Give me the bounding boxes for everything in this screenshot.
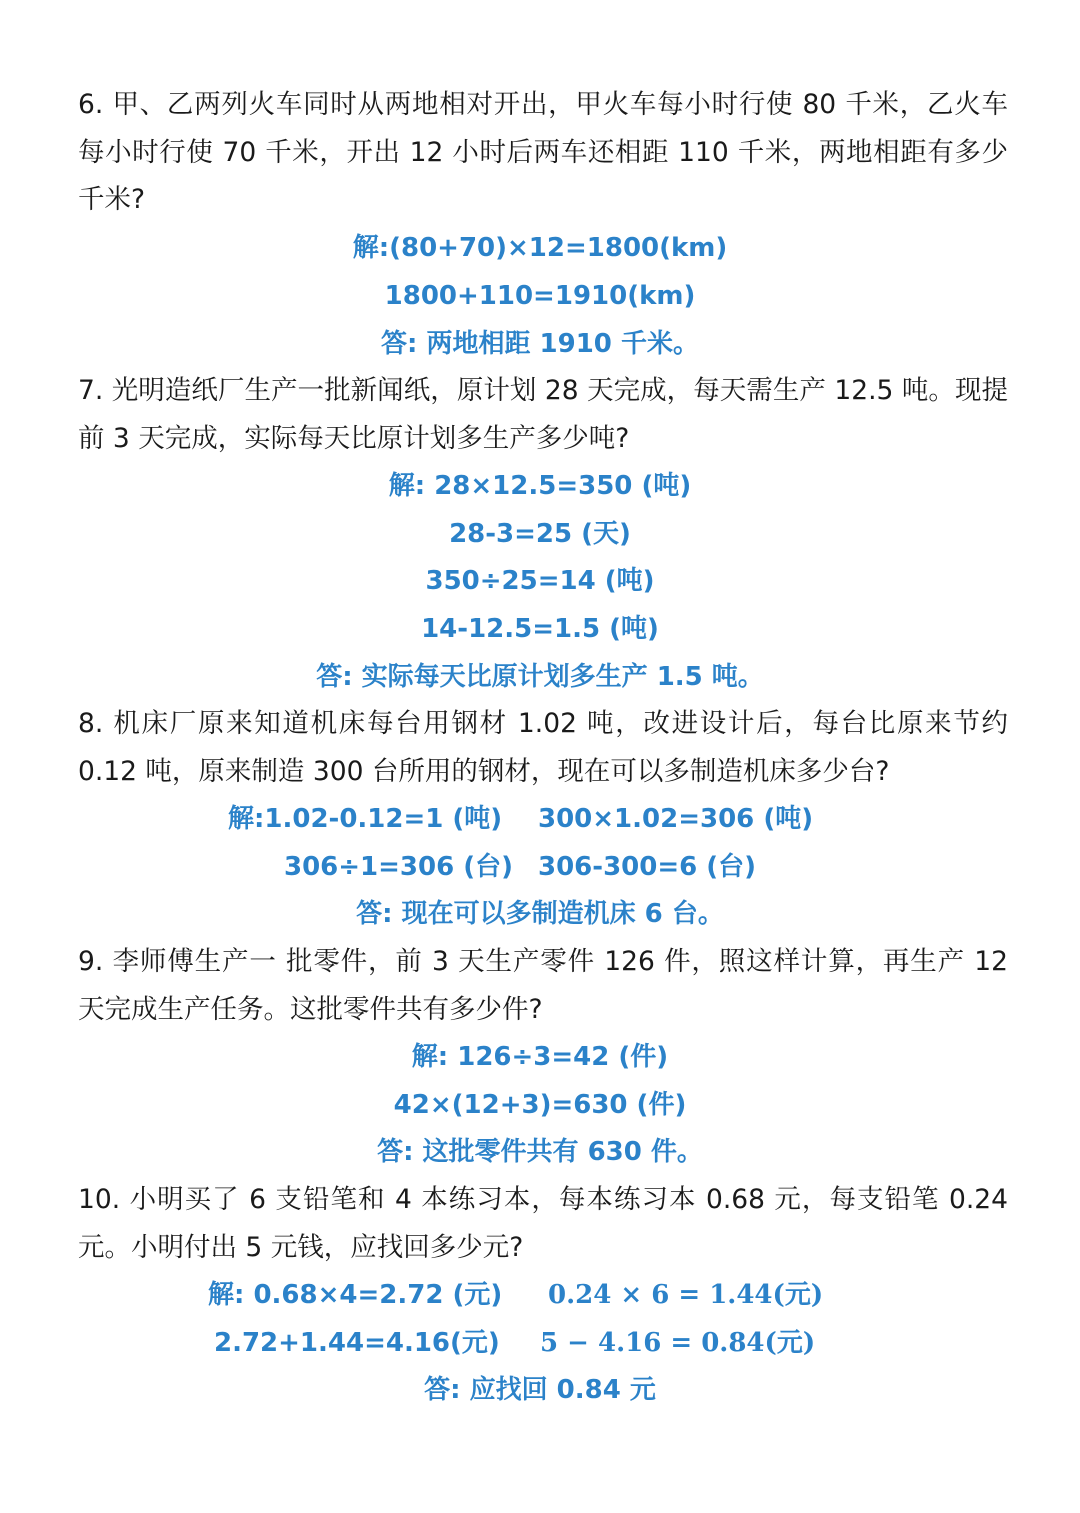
problem-10-question: 10. 小明买了 6 支铅笔和 4 本练习本，每本练习本 0.68 元，每支铅笔 0.24 元。小明付出 5 元钱，应找回多少元? <box>78 1184 1008 1263</box>
problem-8-answer: 答: 现在可以多制造机床 6 台。 <box>356 899 724 929</box>
problem-9-step-1: 解: 126÷3=42 (件) <box>411 1042 669 1072</box>
problem-9-answer: 答: 这批零件共有 630 件。 <box>377 1137 703 1167</box>
problem-10-step-3: 2.72+1.44=4.16(元) <box>214 1328 500 1358</box>
problem-10-solution-row-1 <box>0 1271 1080 1319</box>
problem-7-step-3: 350÷25=14 (吨) <box>425 566 655 596</box>
problem-7-answer: 答: 实际每天比原计划多生产 1.5 吨。 <box>316 662 764 692</box>
problem-6-question: 6. 甲、乙两列火车同时从两地相对开出，甲火车每小时行使 80 千米，乙火车每小时行使 70 千米，开出 12 小时后两车还相距 110 千米，两地相距有多少千米? <box>78 89 1008 215</box>
problem-10-answer: 答: 应找回 0.84 元 <box>424 1375 656 1405</box>
problem-8-question: 8. 机床厂原来知道机床每台用钢材 1.02 吨，改进设计后，每台比原来节约 0.12 吨，原来制造 300 台所用的钢材，现在可以多制造机床多少台? <box>78 708 1008 787</box>
problem-7-question: 7. 光明造纸厂生产一批新闻纸，原计划 28 天完成，每天需生产 12.5 吨。现提前 3 天完成，实际每天比原计划多生产多少吨? <box>78 375 1008 454</box>
problem-8-step-4: 306-300=6 (台) <box>538 852 757 882</box>
problem-8-step-3: 306÷1=306 (台) <box>284 852 514 882</box>
problem-7-step-2: 28-3=25 (天) <box>449 519 631 549</box>
problem-7-step-4: 14-12.5=1.5 (吨) <box>421 614 659 644</box>
problem-8-solution-row-1 <box>0 795 1080 843</box>
problem-10-solution-row-2 <box>0 1319 1080 1367</box>
problem-6-step-1: 解:(80+70)×12=1800(km) <box>352 233 728 263</box>
problem-8-step-2: 300×1.02=306 (吨) <box>538 804 814 834</box>
problem-8-step-1: 解:1.02-0.12=1 (吨) <box>228 804 503 834</box>
problem-6-step-2: 1800+110=1910(km) <box>384 281 696 311</box>
problem-10-step-1: 解: 0.68×4=2.72 (元) <box>208 1280 503 1310</box>
problem-7-step-1: 解: 28×12.5=350 (吨) <box>388 471 692 501</box>
problem-10-step-2: 0.24 × 6 = 1.44(元) <box>548 1280 824 1310</box>
problem-6-answer: 答: 两地相距 1910 千米。 <box>381 329 699 359</box>
problem-8-solution-row-2 <box>0 843 1080 891</box>
problem-9-step-2: 42×(12+3)=630 (件) <box>393 1090 687 1120</box>
problem-9-question: 9. 李师傅生产一 批零件，前 3 天生产零件 126 件，照这样计算，再生产 12 天完成生产任务。这批零件共有多少件? <box>78 946 1008 1025</box>
problem-10-step-4: 5 − 4.16 = 0.84(元) <box>540 1328 816 1358</box>
